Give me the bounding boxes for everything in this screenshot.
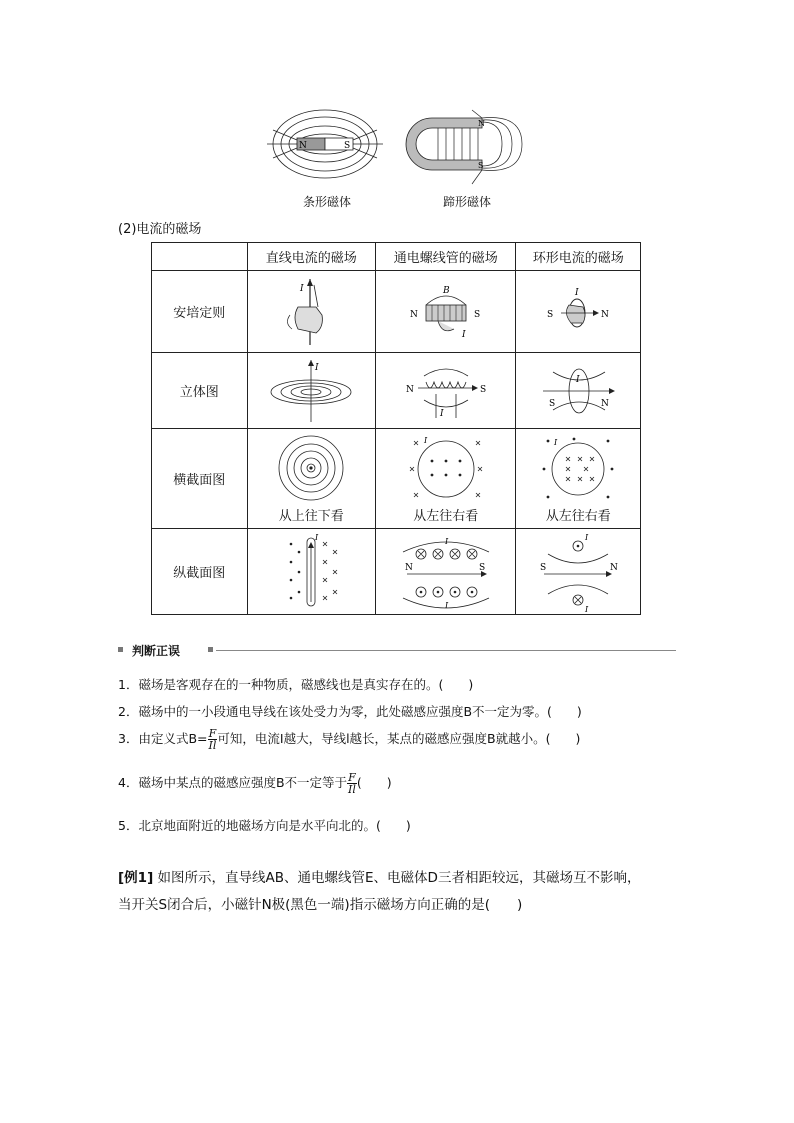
judge-banner	[118, 642, 676, 658]
solenoid-ampere-current: I	[461, 329, 466, 340]
example-line-2: 当开关S闭合后，小磁针N极(黑色一端)指示磁场方向正确的是( )	[118, 897, 523, 913]
cell-straight-cross	[247, 429, 375, 529]
ring-long-s: S	[540, 562, 547, 573]
cell-ring-cross	[516, 429, 641, 529]
section-heading: (2)电流的磁场	[118, 222, 202, 237]
solenoid-ampere-s: S	[473, 309, 480, 320]
judge-item-2: 2．磁场中的一小段通电导线在该处受力为零，此处磁感应强度B不一定为零。( )	[118, 704, 582, 719]
current-field-table	[151, 242, 641, 615]
banner-square-left	[118, 647, 123, 652]
solenoid-ampere-n: N	[409, 309, 418, 320]
row-label-longitudinal: 纵截面图	[152, 529, 248, 615]
ring-3d-n: N	[601, 398, 610, 409]
ring-ampere-s: S	[547, 309, 554, 320]
frac-den: Il	[208, 739, 217, 752]
solenoid-long-s: S	[478, 562, 485, 573]
horseshoe-pole-s: S	[478, 161, 484, 170]
judge-item-3-prefix: 3．由定义式B=	[118, 731, 208, 746]
horseshoe-magnet-caption: 蹄形磁体	[443, 195, 492, 209]
judge-item-3-suffix: 可知，电流I越大，导线l越长，某点的磁感应强度B就越小。( )	[217, 731, 581, 746]
solenoid-ampere-b: B	[442, 285, 450, 296]
cell-ring-long	[516, 529, 641, 615]
ring-ampere-current: I	[575, 287, 579, 298]
ring-3d-s: S	[549, 398, 556, 409]
ring-3d-current: I	[576, 374, 580, 385]
bar-magnet-pole-s: S	[344, 141, 351, 151]
solenoid-cross-current: I	[423, 436, 427, 445]
solenoid-long-current-top: I	[444, 536, 448, 546]
example-text-1: 如图所示，直导线AB、通电螺线管E、电磁体D三者相距较远，其磁场互不影响，	[157, 870, 641, 886]
example-tag: [例1]	[118, 870, 154, 886]
judge-item-1: 1．磁场是客观存在的一种物质，磁感线也是真实存在的。( )	[118, 677, 474, 692]
cell-ring-3d	[516, 353, 641, 429]
table-header-blank	[152, 243, 248, 271]
cell-straight-3d	[247, 353, 375, 429]
ring-ampere-n: N	[601, 309, 610, 320]
horseshoe-magnet-figure	[402, 108, 527, 190]
judge-item-3	[118, 728, 580, 751]
cell-straight-long	[247, 529, 375, 615]
cell-solenoid-long	[375, 529, 515, 615]
horseshoe-pole-n: N	[478, 119, 485, 128]
frac-den-2: Il	[348, 783, 356, 796]
judge-item-5: 5．北京地面附近的地磁场方向是水平向北的。( )	[118, 818, 411, 833]
cell-ring-ampere	[516, 271, 641, 353]
judge-item-4-suffix: ( )	[356, 775, 392, 790]
bar-magnet-caption: 条形磁体	[303, 195, 352, 209]
solenoid-long-n: N	[404, 562, 413, 573]
solenoid-3d-current: I	[439, 408, 444, 419]
row-label-3d: 立体图	[152, 353, 248, 429]
solenoid-cross-view: 从左往右看	[413, 509, 479, 524]
judge-item-4	[118, 772, 392, 795]
ring-cross-current: I	[554, 438, 558, 447]
cell-solenoid-ampere	[375, 271, 515, 353]
solenoid-3d-s: S	[479, 384, 486, 395]
ring-cross-view: 从左往右看	[545, 509, 611, 524]
cell-solenoid-cross	[375, 429, 515, 529]
straight-ampere-current: I	[300, 283, 304, 294]
ring-long-current-top: I	[585, 532, 589, 542]
table-header-straight: 直线电流的磁场	[247, 243, 375, 271]
example-line-1	[118, 866, 640, 886]
table-header-solenoid: 通电螺线管的磁场	[375, 243, 515, 271]
solenoid-3d-n: N	[405, 384, 414, 395]
row-label-ampere: 安培定则	[152, 271, 248, 353]
frac-num-2: F	[348, 771, 356, 784]
frac-num: F	[208, 727, 217, 740]
judge-item-4-prefix: 4．磁场中某点的磁感应强度B不一定等于	[118, 775, 348, 790]
bar-magnet-pole-n: N	[299, 141, 307, 151]
fraction-f-over-il	[208, 728, 218, 751]
row-label-cross: 横截面图	[152, 429, 248, 529]
solenoid-long-current-bottom: I	[444, 600, 448, 610]
straight-cross-view: 从上往下看	[278, 509, 344, 524]
cell-straight-ampere	[247, 271, 375, 353]
straight-long-current: I	[315, 532, 319, 542]
fraction-f-over-il-2	[347, 772, 357, 795]
banner-rule	[216, 650, 676, 651]
table-header-ring: 环形电流的磁场	[516, 243, 641, 271]
bar-magnet-figure	[265, 108, 385, 190]
ring-long-n: N	[610, 562, 619, 573]
straight-3d-current: I	[315, 362, 319, 373]
cell-solenoid-3d	[375, 353, 515, 429]
ring-long-current-bottom: I	[585, 604, 589, 612]
banner-square-right	[208, 647, 213, 652]
judge-title: 判断正误	[132, 644, 181, 658]
